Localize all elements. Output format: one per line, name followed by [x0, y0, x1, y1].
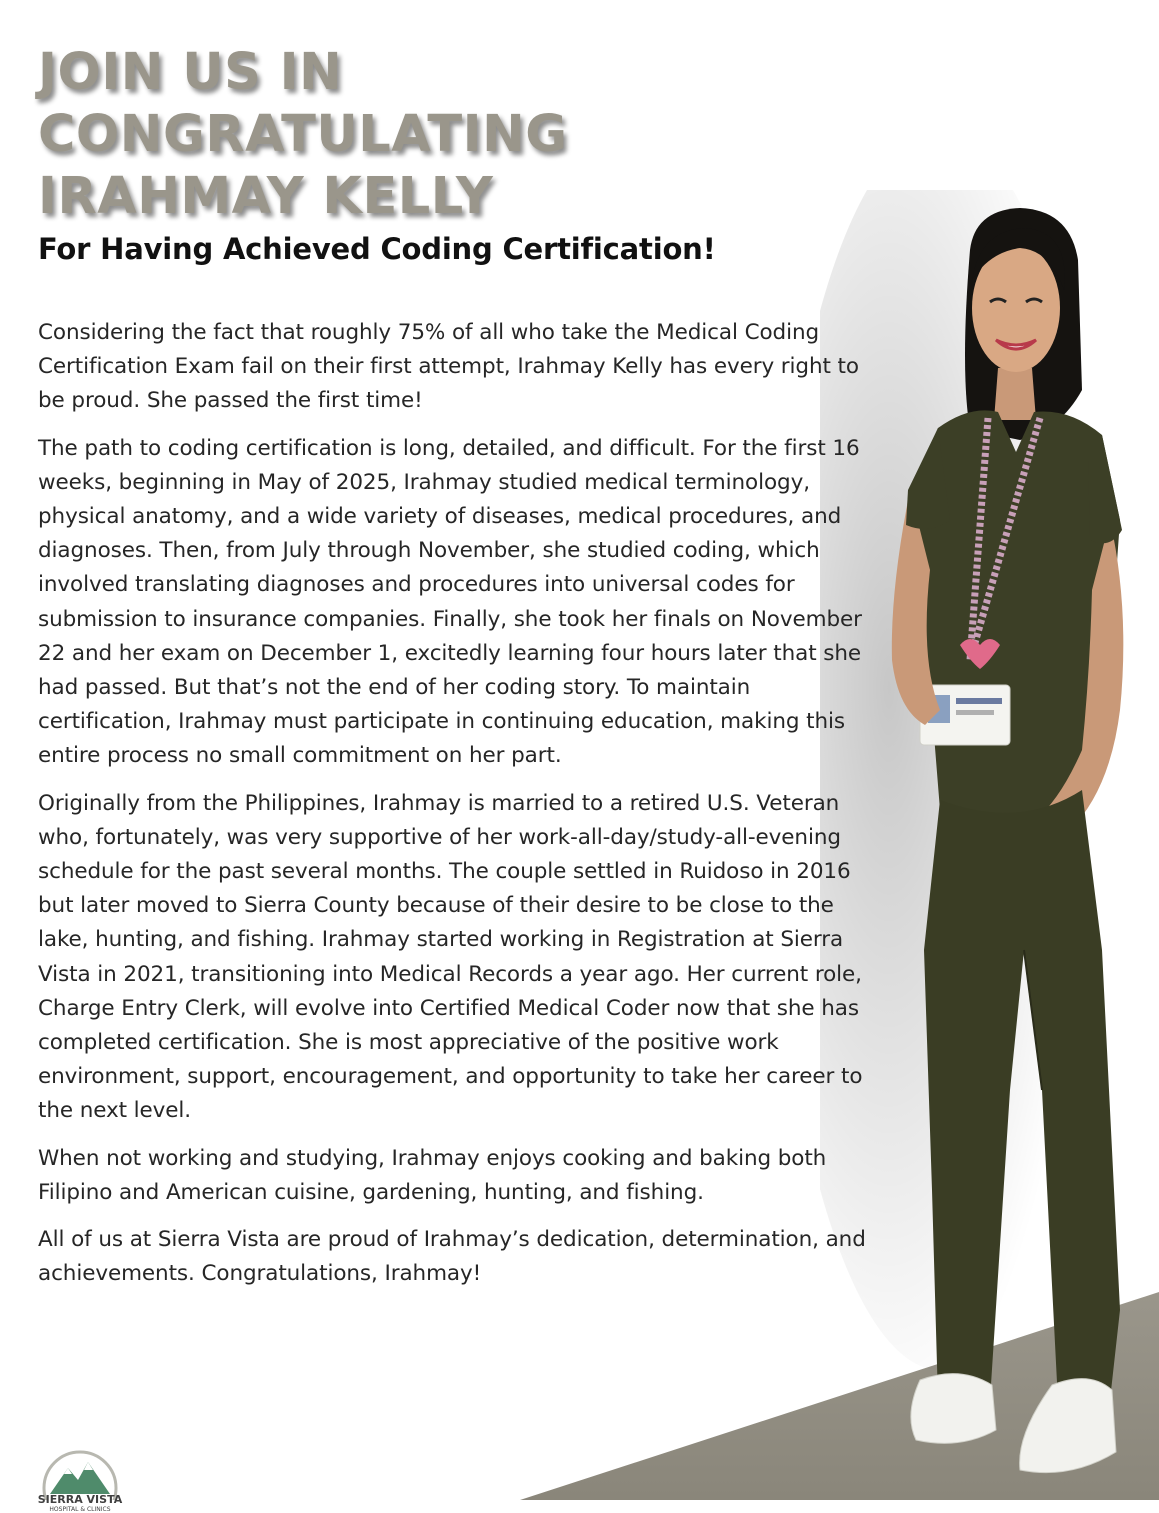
article-body: [38, 316, 878, 1304]
subheadline: For Having Achieved Coding Certification!: [38, 232, 716, 266]
headline: [38, 42, 568, 228]
paragraph: When not working and studying, Irahmay enjoys cooking and baking both Filipino and American cuisine, gardening, hunting, and fishing.: [38, 1145, 827, 1205]
paragraph: Originally from the Philippines, Irahmay is married to a retired U.S. Veteran who, fortunately, was very supportive of her work-all-day/study-all-evening schedule for the past several months. The couple settled in Ruidoso in 2016 but later moved to Sierra County because of their desire to be close to the lake, hunting, and fishing. Irahmay started working in Registration at Sierra Vista in 2021, transitioning into Medical Records a year ago. Her current role, Charge Entry Clerk, will evolve into Certified Medical Coder now that she has completed certification. She is most appreciative of the positive work environment, support, encouragement, and opportunity to take her career to the next level.: [38, 790, 863, 1124]
headline-line-3: IRAHMAY KELLY: [38, 167, 494, 226]
paragraph: Considering the fact that roughly 75% of all who take the Medical Coding Certification Exam fail on their first attempt, Irahmay Kelly has every right to be proud. She passed the first time!: [38, 320, 859, 414]
headline-line-2: CONGRATULATING: [38, 105, 568, 164]
logo-tagline: HOSPITAL & CLINICS: [49, 1506, 111, 1513]
headline-line-1: JOIN US IN: [38, 43, 343, 102]
logo-name: SIERRA VISTA: [37, 1493, 123, 1506]
paragraph: All of us at Sierra Vista are proud of Irahmay’s dedication, determination, and achievements. Congratulations, Irahmay!: [38, 1227, 866, 1287]
paragraph: The path to coding certification is long, detailed, and difficult. For the first 16 weeks, beginning in May of 2025, Irahmay studied medical terminology, physical anatomy, and a wide variety of diseases, medical procedures, and diagnoses. Then, from July through November, she studied coding, which involved translating diagnoses and procedures into universal codes for submission to insurance companies. Finally, she took her finals on November 22 and her exam on December 1, excitedly learning four hours later that she had passed. But that’s not the end of her coding story. To maintain certification, Irahmay must participate in continuing education, making this entire process no small commitment on her part.: [38, 435, 862, 769]
